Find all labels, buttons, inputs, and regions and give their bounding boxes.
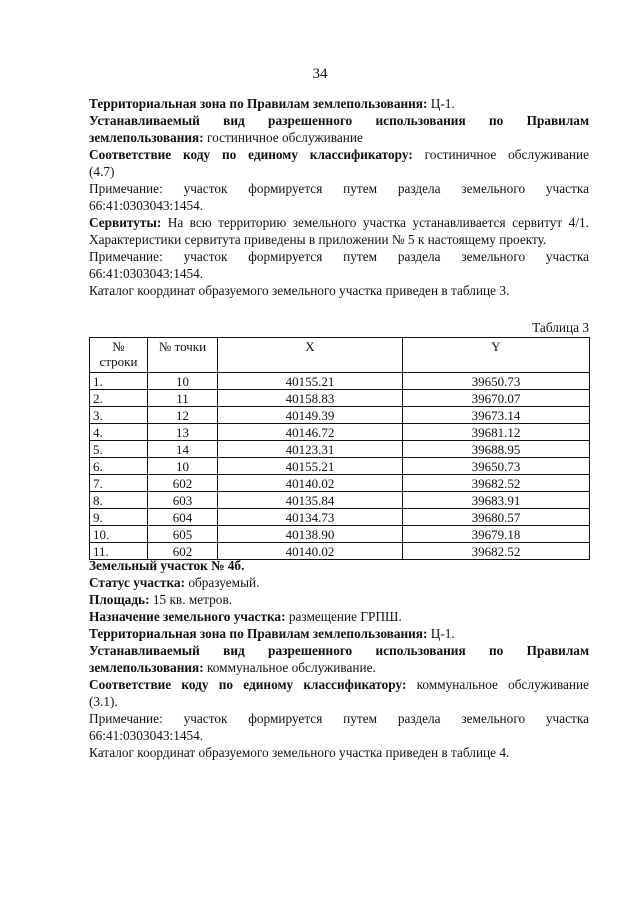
status-value: образуемый. — [188, 575, 260, 590]
table-row — [90, 509, 590, 526]
section-1 — [89, 95, 589, 560]
page-number: 34 — [312, 66, 328, 82]
use2-label-line1 — [89, 642, 589, 659]
header-x: X — [218, 338, 403, 373]
cell-point-no: 10 — [148, 458, 218, 475]
cell-row-no: 3. — [90, 407, 148, 424]
servitude-value: На всю территорию земельного участка устанавливается сервитут 4/1. — [167, 215, 589, 230]
code-label: Соответствие коду по единому классификатору: — [89, 147, 413, 162]
code-value: гостиничное обслуживание — [424, 147, 589, 162]
cell-y: 39673.14 — [403, 407, 590, 424]
header-y: Y — [403, 338, 590, 373]
plot-heading — [89, 557, 589, 574]
cell-x: 40123.31 — [218, 441, 403, 458]
cell-y: 39683.91 — [403, 492, 590, 509]
cell-row-no: 5. — [90, 441, 148, 458]
cell-y: 39670.07 — [403, 390, 590, 407]
purpose-label: Назначение земельного участка: — [89, 609, 286, 624]
cell-x: 40140.02 — [218, 543, 403, 560]
cell-row-no: 2. — [90, 390, 148, 407]
table-row — [90, 475, 590, 492]
cell-point-no: 602 — [148, 475, 218, 492]
header-row-no-line1: № — [112, 339, 125, 354]
zone-label: Территориальная зона по Правилам землепользования: — [89, 96, 428, 111]
catalog-text-2: Каталог координат образуемого земельного участка приведен в таблице 4. — [89, 745, 510, 760]
table-row — [90, 390, 590, 407]
zone-value: Ц-1. — [430, 96, 455, 111]
zone2-line — [89, 625, 589, 642]
table-caption: Таблица 3 — [532, 320, 589, 335]
cell-point-no: 602 — [148, 543, 218, 560]
code2-label: Соответствие коду по единому классификатору: — [89, 677, 407, 692]
cell-y: 39681.12 — [403, 424, 590, 441]
area-line — [89, 591, 589, 608]
cell-y: 39679.18 — [403, 526, 590, 543]
zone2-value: Ц-1. — [430, 626, 455, 641]
table-row — [90, 526, 590, 543]
cell-row-no: 8. — [90, 492, 148, 509]
cell-row-no: 9. — [90, 509, 148, 526]
servitude-line2: Характеристики сервитута приведены в приложении № 5 к настоящему проекту. — [89, 232, 547, 247]
cell-x: 40140.02 — [218, 475, 403, 492]
table-row — [90, 424, 590, 441]
cell-point-no: 11 — [148, 390, 218, 407]
cell-point-no: 10 — [148, 373, 218, 390]
cell-y: 39682.52 — [403, 475, 590, 492]
status-label: Статус участка: — [89, 575, 186, 590]
servitude-line1 — [89, 214, 589, 231]
cell-y: 39680.57 — [403, 509, 590, 526]
code2-line2: (3.1). — [89, 694, 118, 709]
cell-x: 40155.21 — [218, 373, 403, 390]
cell-point-no: 12 — [148, 407, 218, 424]
code-line2: (4.7) — [89, 164, 115, 179]
servitude-label: Сервитуты: — [89, 215, 162, 230]
catalog-text: Каталог координат образуемого земельного участка приведен в таблице 3. — [89, 283, 510, 298]
note1-line1: Примечание: участок формируется путем раздела земельного участка — [89, 181, 589, 196]
note3-line1: Примечание: участок формируется путем раздела земельного участка — [89, 711, 589, 726]
use2-value: коммунальное обслуживание. — [206, 660, 376, 675]
section-2 — [89, 557, 589, 761]
use-label-text: Устанавливаемый вид разрешенного использования по Правилам — [89, 113, 589, 128]
cell-row-no: 10. — [90, 526, 148, 543]
cell-y: 39688.95 — [403, 441, 590, 458]
use2-label-line2: землепользования: — [89, 660, 204, 675]
plot-heading-text: Земельный участок № 4б. — [89, 558, 245, 573]
cell-x: 40155.21 — [218, 458, 403, 475]
note2-line1: Примечание: участок формируется путем раздела земельного участка — [89, 249, 589, 264]
cell-row-no: 4. — [90, 424, 148, 441]
code2-value: коммунальное обслуживание — [416, 677, 589, 692]
note3-line2: 66:41:0303043:1454. — [89, 728, 204, 743]
table-row — [90, 441, 590, 458]
purpose-value: размещение ГРПШ. — [288, 609, 402, 624]
cell-point-no: 604 — [148, 509, 218, 526]
use-label-line2: землепользования: — [89, 130, 204, 145]
header-row-no — [90, 338, 148, 373]
table-row — [90, 458, 590, 475]
note1-line2: 66:41:0303043:1454. — [89, 198, 204, 213]
cell-y: 39650.73 — [403, 373, 590, 390]
table-row — [90, 492, 590, 509]
cell-point-no: 605 — [148, 526, 218, 543]
cell-row-no: 1. — [90, 373, 148, 390]
header-row-no-line2: строки — [99, 354, 138, 369]
purpose-line — [89, 608, 589, 625]
cell-row-no: 7. — [90, 475, 148, 492]
use2-label-text: Устанавливаемый вид разрешенного использования по Правилам — [89, 643, 589, 658]
code2-line1 — [89, 676, 589, 693]
zone-line — [89, 95, 589, 112]
use-value: гостиничное обслуживание — [206, 130, 363, 145]
note2-line2: 66:41:0303043:1454. — [89, 266, 204, 281]
table-row — [90, 373, 590, 390]
cell-x: 40134.73 — [218, 509, 403, 526]
cell-x: 40158.83 — [218, 390, 403, 407]
table-header-row — [90, 338, 590, 373]
cell-row-no: 11. — [90, 543, 148, 560]
cell-point-no: 603 — [148, 492, 218, 509]
area-label: Площадь: — [89, 592, 150, 607]
cell-point-no: 13 — [148, 424, 218, 441]
cell-x: 40146.72 — [218, 424, 403, 441]
zone2-label: Территориальная зона по Правилам землепользования: — [89, 626, 428, 641]
cell-y: 39650.73 — [403, 458, 590, 475]
code-line1 — [89, 146, 589, 163]
table-row — [90, 407, 590, 424]
cell-x: 40149.39 — [218, 407, 403, 424]
cell-y: 39682.52 — [403, 543, 590, 560]
use2-line2 — [89, 659, 589, 676]
area-value: 15 кв. метров. — [152, 592, 233, 607]
cell-row-no: 6. — [90, 458, 148, 475]
cell-x: 40138.90 — [218, 526, 403, 543]
header-point-no: № точки — [148, 338, 218, 373]
use-line2 — [89, 129, 589, 146]
coordinates-table — [89, 337, 590, 560]
use-label-line1 — [89, 112, 589, 129]
cell-x: 40135.84 — [218, 492, 403, 509]
cell-point-no: 14 — [148, 441, 218, 458]
status-line — [89, 574, 589, 591]
